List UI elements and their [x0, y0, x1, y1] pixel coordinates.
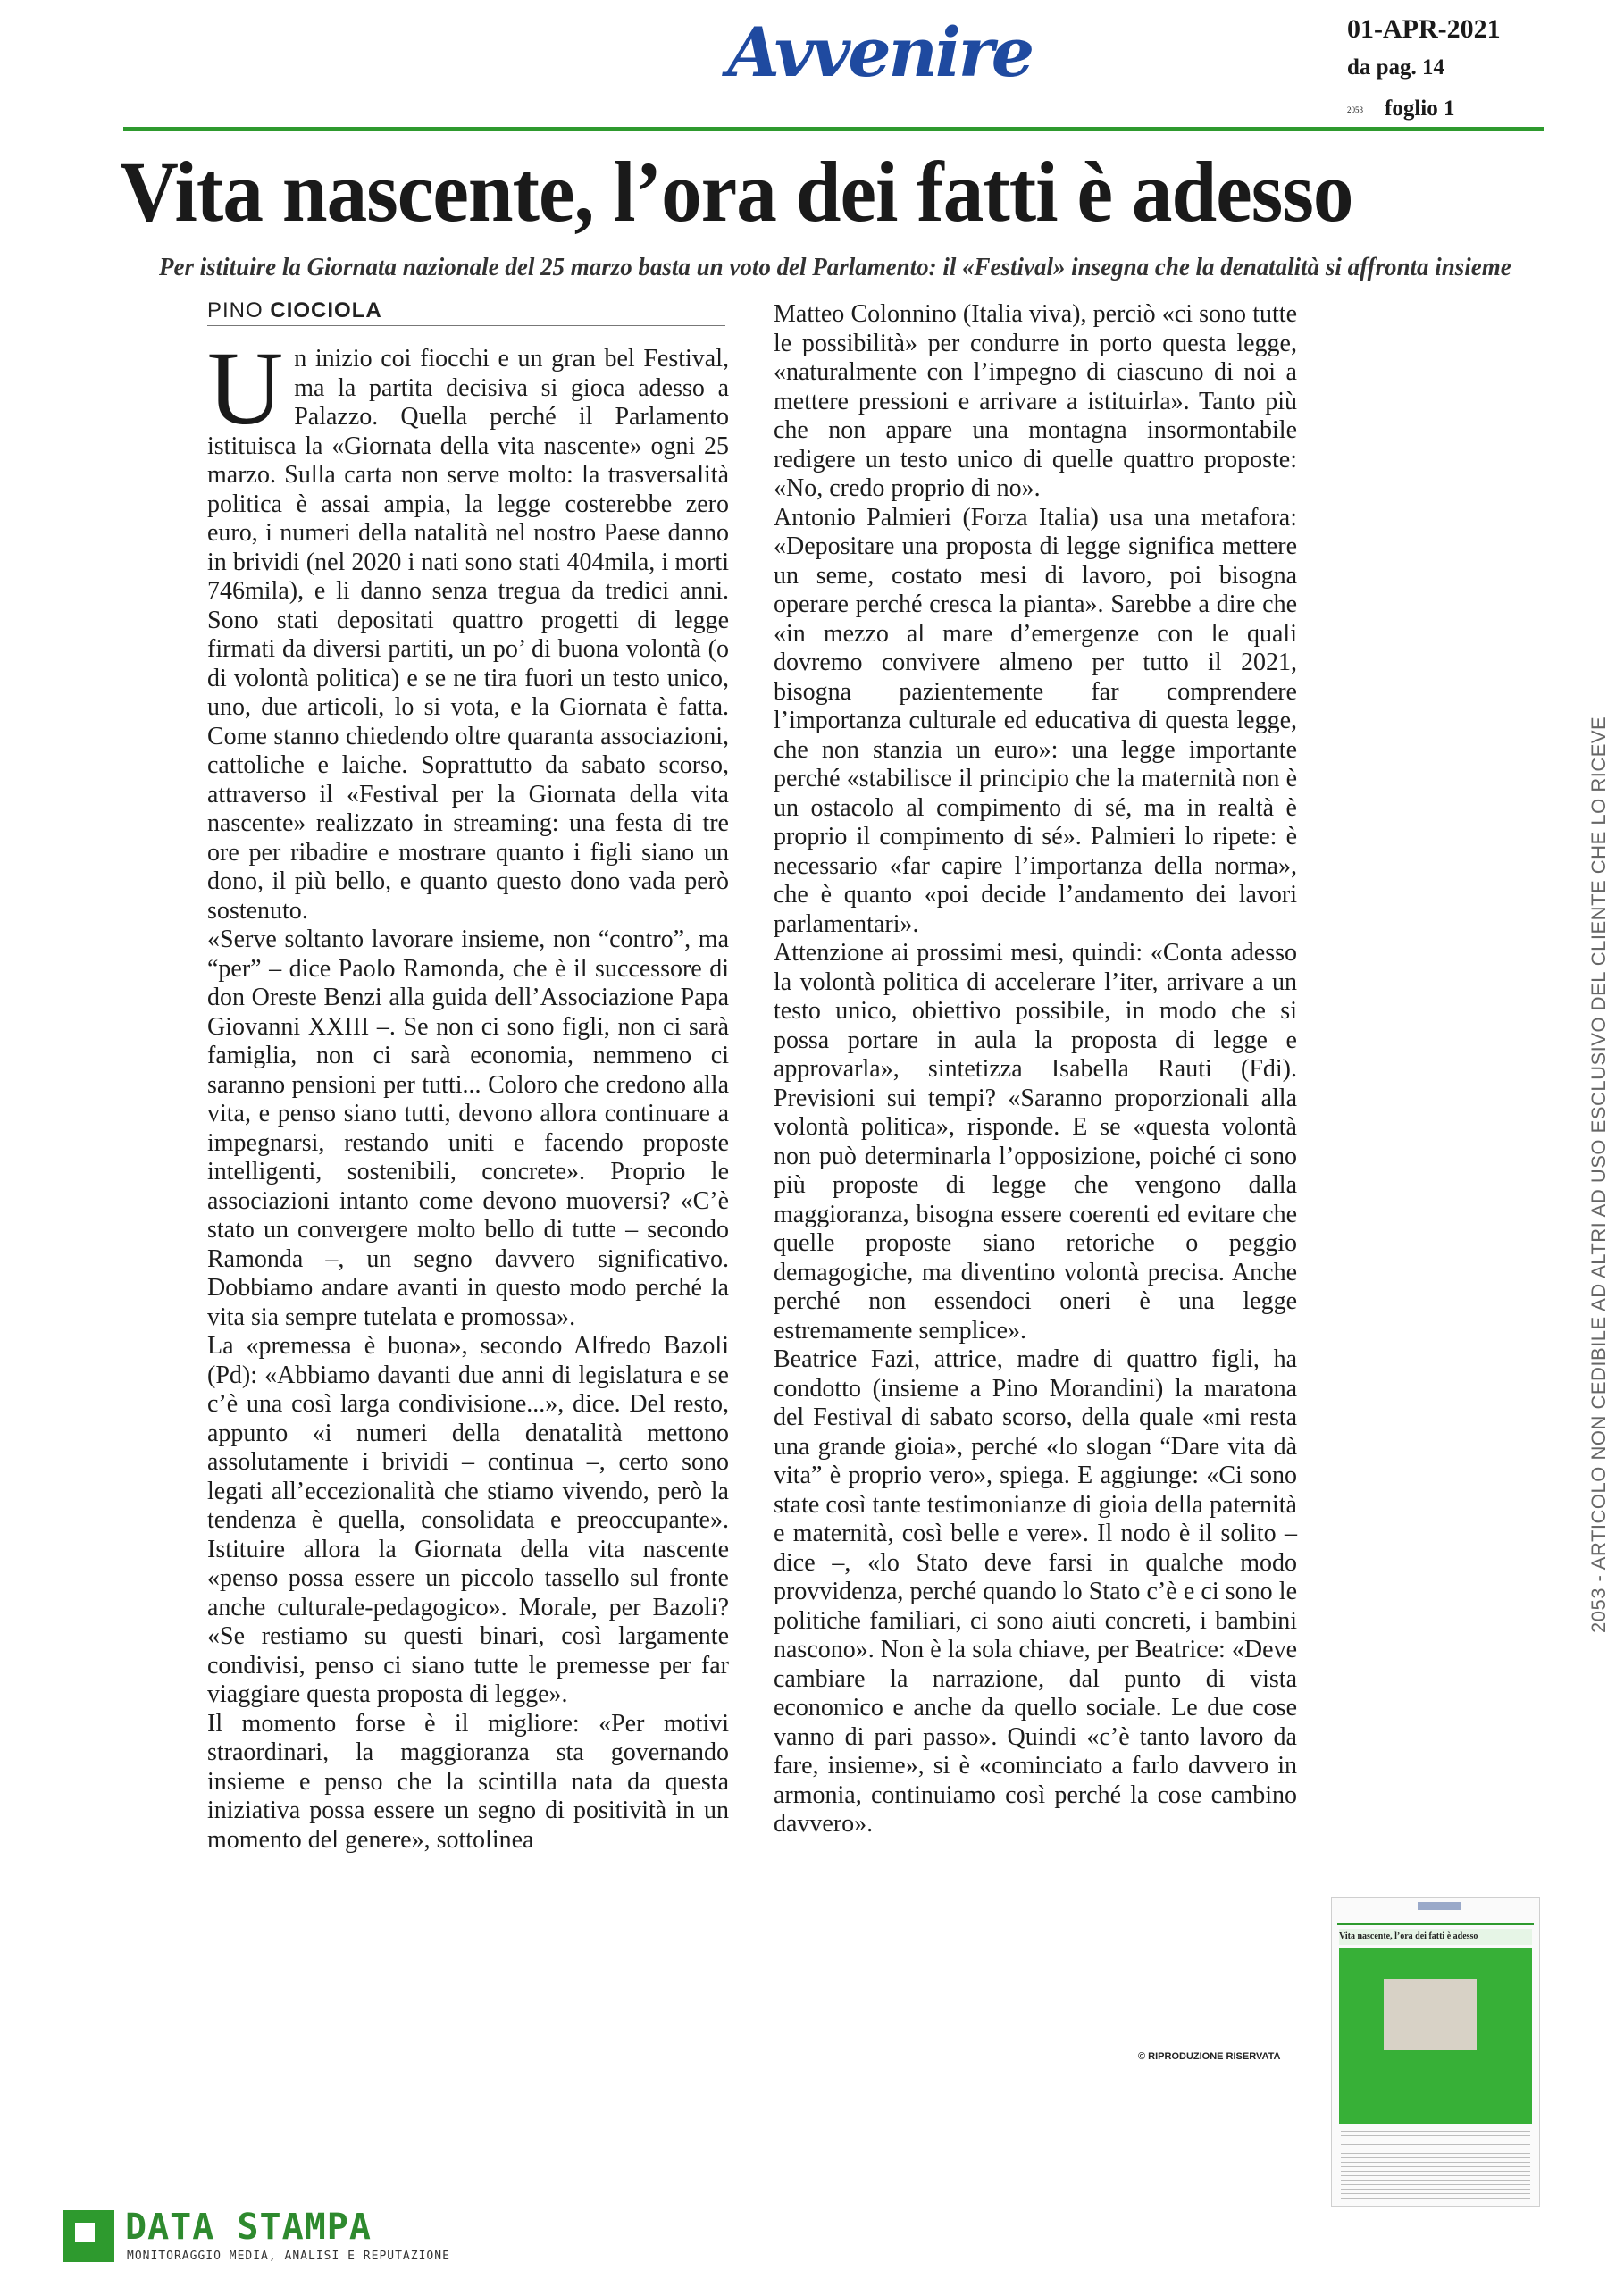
byline-last-name: CIOCIOLA [270, 298, 382, 323]
article-subtitle: Per istituire la Giornata nazionale del 25 marzo basta un voto del Parlamento: il «Festival» insegna che la denatalità si affronta insieme [159, 253, 1511, 281]
sheet-reference [1347, 96, 1454, 121]
page-thumbnail[interactable] [1331, 1897, 1540, 2207]
byline-first-name: PINO [207, 298, 264, 323]
article-column-2 [774, 300, 1297, 1839]
page-reference: da pag. 14 [1347, 55, 1445, 80]
paragraph: La «premessa è buona», secondo Alfredo Bazoli (Pd): «Abbiamo davanti due anni di legislatura e se c’è una così larga condivisione...», dice. Del resto, appunto «i numeri della denatalità mettono assolutamente i brividi – continua –, certo sono legati all’eccezionalità che stiamo vivendo, però la tendenza è quella, consolidata e preoccupante». Istituire allora la Giornata della vita nascente «penso possa essere un piccolo tassello sul fronte anche culturale-pedagogico». Morale, per Bazoli? «Se restiamo su questi binari, così largamente condivisi, penso ci siano tutte le premesse per far viaggiare questa proposta di legge». [207, 1332, 729, 1708]
paragraph-text: n inizio coi fiocchi e un gran bel Festival, ma la partita decisiva si gioca adesso a Palazzo. Quella perché il Parlamento istituisca la «Giornata della vita nascente» ogni 25 marzo. Sulla carta non serve molto: la trasversalità politica è assai ampia, la legge costerebbe zero euro, i numeri della natalità nel nostro Paese danno in brividi (nel 2020 i nati sono stati 404mila, i morti 746mila), e li danno senza tregua da tredici anni. Sono stati depositati quattro progetti di legge firmati da diversi partiti, un po’ di buona volontà (o di volontà politica) e se ne tira fuori un testo unico, uno, due articoli, lo si vota, e la Giornata è fatta. Come stanno chiedendo oltre quaranta associazioni, cattoliche e laiche. Soprattutto da sabato scorso, attraverso il «Festival per la Giornata della vita nascente» realizzato in streaming: una festa di tre ore per ribadire e mostrare quanto i figli siano un dono, il più bello, e quanto questo dono vada però sostenuto. [207, 345, 729, 925]
article-headline: Vita nascente, l’ora dei fatti è adesso [120, 144, 1353, 239]
thumbnail-text-lines [1341, 2131, 1530, 2200]
copyright-notice: © RIPRODUZIONE RISERVATA [1138, 2051, 1281, 2062]
footer-brand: DATA STAMPA [125, 2207, 372, 2248]
article-byline [207, 298, 725, 326]
sheet-code: 2053 [1347, 105, 1363, 114]
paragraph: Antonio Palmieri (Forza Italia) usa una metafora: «Depositare una proposta di legge significa mettere un seme, costato mesi di lavoro, poi bisogna operare perché cresca la pianta». Sarebbe a dire che «in mezzo al mare d’emergenze con le quali dovremo convivere almeno per tutto il 2021, bisogna pazientemente far comprendere l’importanza culturale ed educativa di questa legge, che non stanzia un euro»: una legge importante perché «stabilisce il principio che la maternità non è un ostacolo al compimento di sé, ma in realtà è proprio il compimento di sé». Palmieri lo ripete: è necessario «far capire l’importanza della norma», che è quanto «poi decide l’andamento dei lavori parlamentari». [774, 503, 1297, 938]
thumbnail-rule [1337, 1923, 1534, 1925]
paragraph: Matteo Colonnino (Italia viva), perciò «ci sono tutte le possibilità» per condurre in porto questa legge, «naturalmente con l’impegno di ciascuno di noi a mettere pressioni e arrivare a istituirla». Tanto più che non appare una montagna insormontabile redigere un testo unico di quelle quattro proposte: «No, credo proprio di no». [774, 300, 1297, 502]
newspaper-logo: Avvenire [727, 13, 1033, 92]
publication-date: 01-APR-2021 [1347, 14, 1501, 44]
masthead-rule [123, 127, 1544, 131]
drop-cap: U [207, 330, 284, 447]
thumbnail-photo [1384, 1979, 1477, 2050]
side-caption: 2053 - ARTICOLO NON CEDIBILE AD ALTRI AD USO ESCLUSIVO DEL CLIENTE CHE LO RICEVE [1587, 716, 1610, 1633]
paragraph [207, 330, 729, 926]
paragraph: Il momento forse è il migliore: «Per motivi straordinari, la maggioranza sta governando insieme e penso che la scintilla nata da questa iniziativa possa essere un segno di positività in un momento del genere», sottolinea [207, 1709, 729, 1854]
thumbnail-headline: Vita nascente, l’ora dei fatti è adesso [1339, 1929, 1532, 1945]
paragraph: Beatrice Fazi, attrice, madre di quattro figli, ha condotto (insieme a Pino Morandini) la maratona del Festival di sabato scorso, della quale «mi resta una grande gioia», perché «lo slogan “Dare vita dà vita” è proprio vero», spiega. E aggiunge: «Ci sono state così tante testimonianze di gioia della paternità e maternità, così belle e vere». Il nodo è il solito – dice –, «lo Stato deve farsi in qualche modo provvidenza, perché quando lo Stato c’è e ci sono le politiche familiari, ci sono aiuti concreti, i bambini nascono». Non è la sola chiave, per Beatrice: «Deve cambiare la narrazione, dal punto di vista economico e anche da quello sociale. Le due cose vanno di pari passo». Quindi «c’è tanto lavoro da fare, insieme», si è «cominciato a farlo davvero in armonia, continuiamo così perché la cose cambino davvero». [774, 1345, 1297, 1838]
paragraph: Attenzione ai prossimi mesi, quindi: «Conta adesso la volontà politica di accelerare l’iter, arrivare a un testo unico, obiettivo possibile, in modo che si possa portare in aula la proposta di legge e approvarla», sintetizza Isabella Rauti (Fdi). Previsioni sui tempi? «Saranno proporzionali alla volontà politica», risponde. E se «questa volontà non può determinarla l’opposizione, poiché ci sono più proposte di legge che vengono dalla maggioranza, bisogna essere coerenti ed evitare che quelle proposte siano retoriche o peggio demagogiche, ma diventino volontà precisa. Anche perché non essendoci oneri è una legge estremamente semplice». [774, 939, 1297, 1345]
data-stampa-logo-icon [63, 2210, 114, 2262]
article-column-1 [207, 330, 729, 1855]
footer-tagline: MONITORAGGIO MEDIA, ANALISI E REPUTAZIONE [127, 2249, 450, 2263]
thumbnail-logo [1418, 1902, 1461, 1910]
paragraph: «Serve soltanto lavorare insieme, non “contro”, ma “per” – dice Paolo Ramonda, che è il successore di don Oreste Benzi alla guida dell’Associazione Papa Giovanni XXIII –. Se non ci sono figli, non ci sarà famiglia, non ci sarà economia, nemmeno ci saranno pensioni per tutti... Coloro che credono alla vita, e penso siano tutti, devono allora continuare a impegnarsi, restando uniti e facendo proposte intelligenti, sostenibili, concrete». Proprio le associazioni intanto come devono muoversi? «C’è stato un convergere molto bello di tutte – secondo Ramonda –, un segno davvero significativo. Dobbiamo andare avanti in questo modo perché la vita sia sempre tutelata e promossa». [207, 926, 729, 1331]
sheet-label: foglio 1 [1385, 96, 1455, 121]
